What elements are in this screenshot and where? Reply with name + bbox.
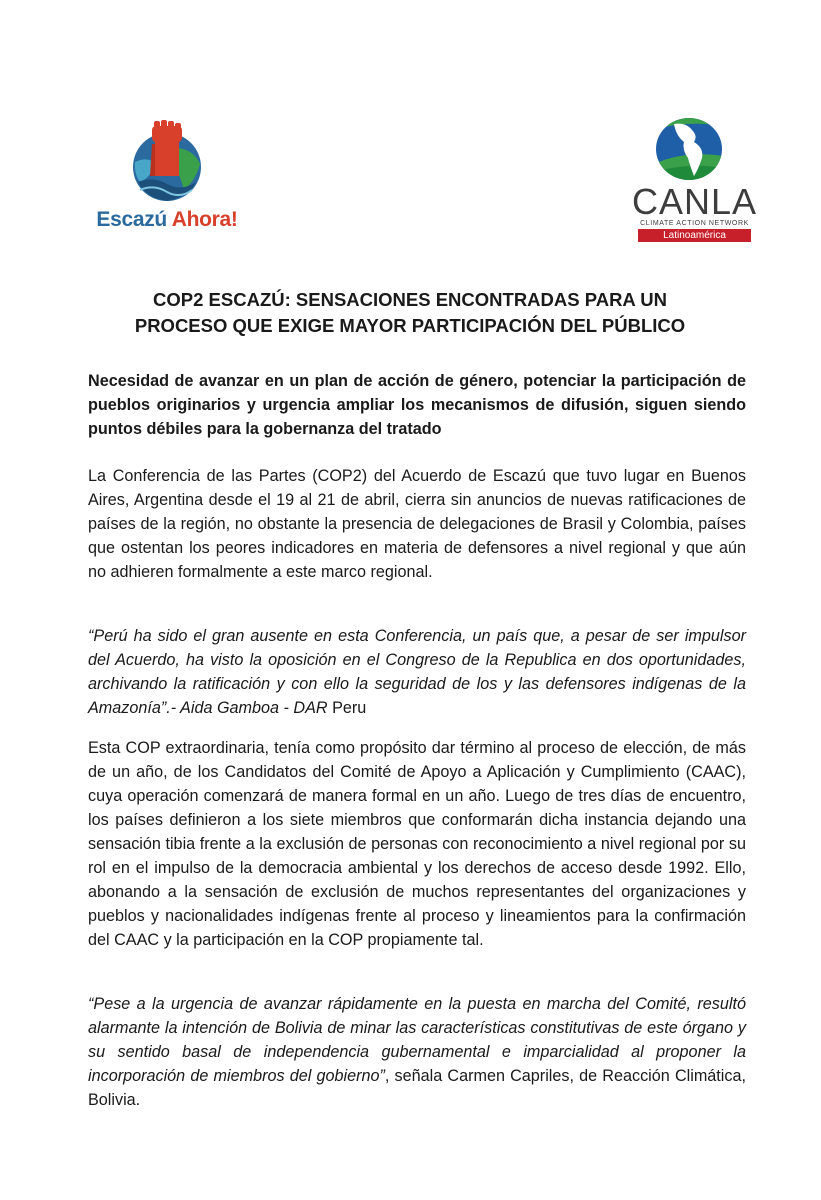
raised-fist-globe-icon [130, 120, 204, 204]
escazu-ahora-wordmark [92, 208, 242, 232]
escazu-ahora-logo [92, 118, 242, 248]
canla-wordmark: CANLA [632, 181, 758, 222]
logo-word-ahora: Ahora! [171, 208, 238, 231]
globe-americas-icon [654, 116, 724, 182]
title-line-1: COP2 ESCAZÚ: SENSACIONES ENCONTRADAS PARA UN [153, 289, 667, 310]
quote-peru-text: “Perú ha sido el gran ausente en esta Conferencia, un país que, a pesar de ser impulsor del Acuerdo, ha visto la oposición en el Congreso de la Republica en dos oportunidades, archivando la ratificación y con ello la seguridad de los y las defensores indígenas de la Amazonía”.- Aida Gamboa - DAR [88, 627, 746, 717]
title-line-2: PROCESO QUE EXIGE MAYOR PARTICIPACIÓN DEL PÚBLICO [134, 315, 686, 336]
quote-peru [88, 624, 746, 720]
paragraph-intro: La Conferencia de las Partes (COP2) del Acuerdo de Escazú que tuvo lugar en Buenos Aires, Argentina desde el 19 al 21 de abril, cierra sin anuncios de nuevas ratificaciones de países de la región, no obstante la presencia de delegaciones de Brasil y Colombia, países que ostentan los peores indicadores en materia de defensores a nivel regional y que aún no adhieren formalmente a este marco regional. [88, 467, 746, 581]
document-subtitle: Necesidad de avanzar en un plan de acción de género, potenciar la participación de pueblos originarios y urgencia ampliar los mecanismos de difusión, siguen siendo puntos débiles para la gobernanza del tratado [88, 372, 746, 438]
canla-network-label: CLIMATE ACTION NETWORK [640, 220, 749, 227]
canla-logo [632, 116, 757, 246]
paragraph-caac: Esta COP extraordinaria, tenía como propósito dar término al proceso de elección, de más de un año, de los Candidatos del Comité de Apoyo a Aplicación y Cumplimiento (CAAC), cuya operación comenzará de manera formal en un año. Luego de tres días de encuentro, los países definieron a los siete miembros que conformarán dicha instancia dejando una sensación tibia frente a la exclusión de personas con reconocimiento a nivel regional por su rol en el impulso de la democracia ambiental y los derechos de acceso desde 1992. Ello, abonando a la sensación de exclusión de muchos representantes del organizaciones y pueblos y nacionalidades indígenas frente al proceso y lineamientos para la confirmación del CAAC y la participación en la COP propiamente tal. [88, 739, 746, 949]
quote-bolivia-attribution: , señala Carmen Capriles, de Reacción Climática, Bolivia. [88, 1067, 746, 1109]
quote-peru-attribution-tail: Peru [327, 699, 367, 717]
quote-bolivia [88, 992, 746, 1112]
quote-bolivia-text: “Pese a la urgencia de avanzar rápidamente en la puesta en marcha del Comité, resultó alarmante la intención de Bolivia de minar las características constitutivas de este órgano y su sentido basal de independencia gubernamental e imparcialidad al proponer la incorporación de miembros del gobierno” [88, 995, 746, 1085]
logo-word-escazu: Escazú [96, 208, 167, 231]
canla-region-band: Latinoamérica [638, 229, 751, 242]
document-title [60, 287, 760, 339]
